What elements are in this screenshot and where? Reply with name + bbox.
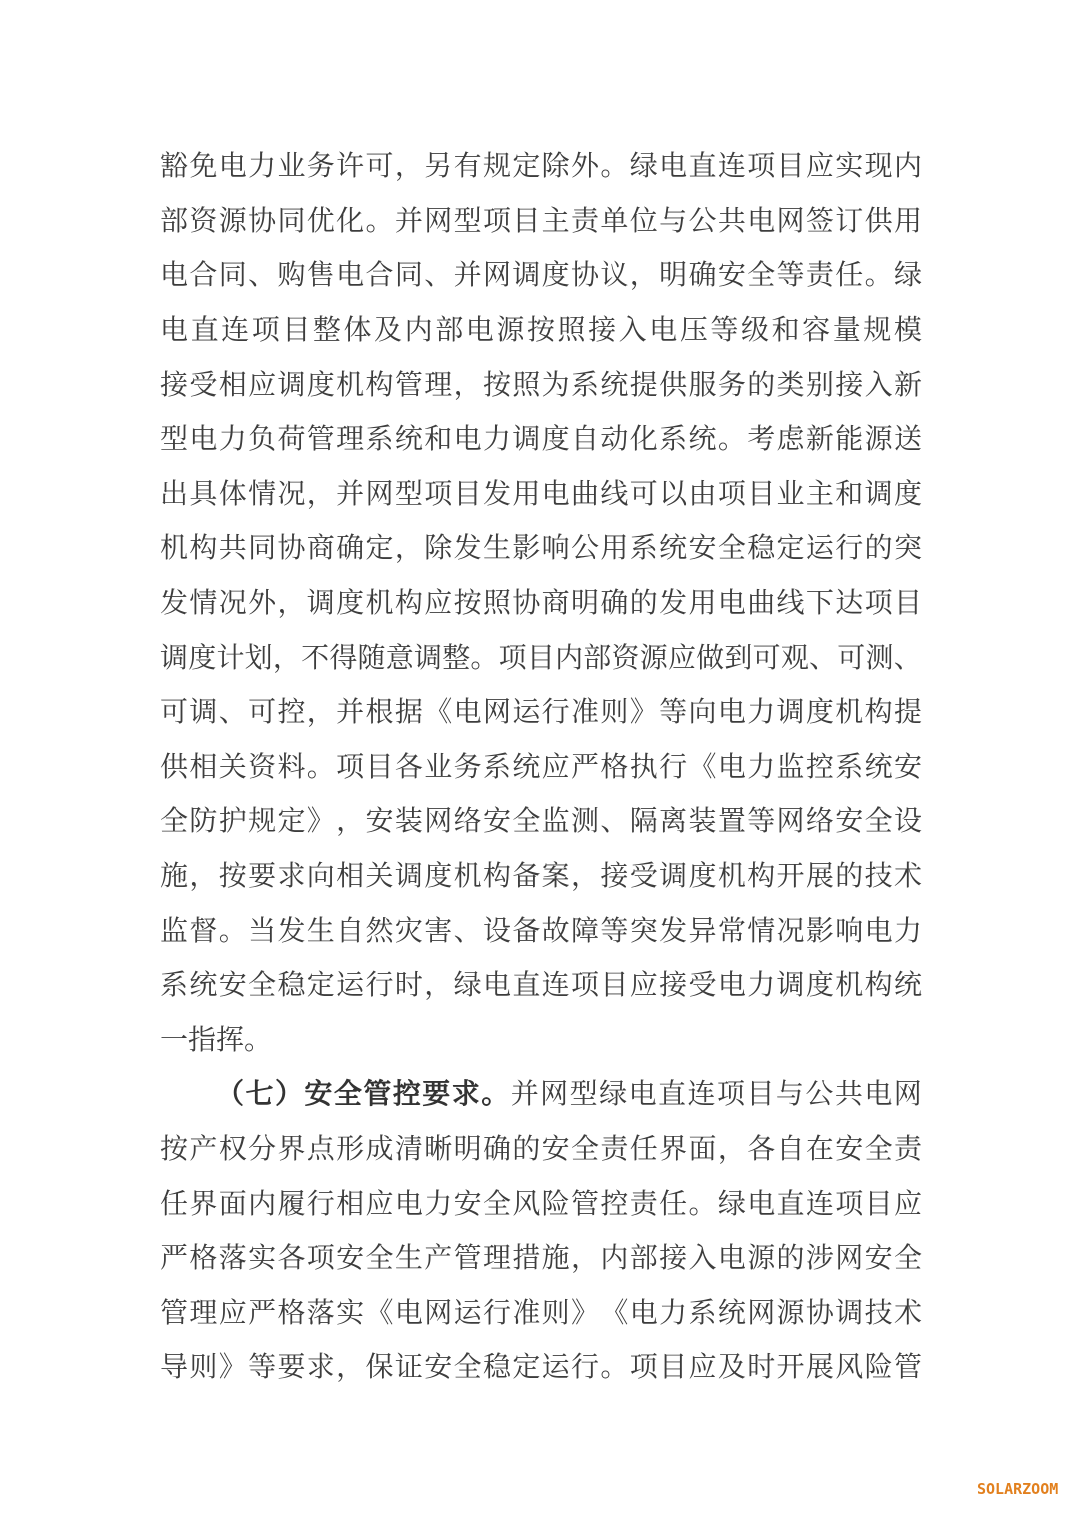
text-line: 接 受 相 应 调 度 机 构 管 理 ， 按 照 为 系 统 提 供 服 务 的 类 别 接 入 新: [160, 369, 922, 401]
text-line: 调 度 计 划 ， 不 得 随 意 调 整 。 项 目 内 部 资 源 应 做 到 可 观 、 可 测 、: [160, 642, 922, 674]
text-line: 全 防 护 规 定 》 ， 安 装 网 络 安 全 监 测 、 隔 离 装 置 等 网 络 安 全 设: [160, 806, 922, 838]
text-line: 发 情 况 外 ， 调 度 机 构 应 按 照 协 商 明 确 的 发 用 电 曲 线 下 达 项 目: [160, 588, 922, 620]
text-line: 任 界 面 内 履 行 相 应 电 力 安 全 风 险 管 控 责 任 。 绿 电 直 连 项 目 应: [160, 1188, 922, 1220]
text-line: 供 相 关 资 料 。 项 目 各 业 务 系 统 应 严 格 执 行 《 电 力 监 控 系 统 安: [160, 751, 922, 783]
text-line: 严 格 落 实 各 项 安 全 生 产 管 理 措 施 ， 内 部 接 入 电 源 的 涉 网 安 全: [160, 1243, 922, 1275]
document-text-block: [160, 137, 922, 1393]
text-line: 部 资 源 协 同 优 化 。 并 网 型 项 目 主 责 单 位 与 公 共 电 网 签 订 供 用: [160, 205, 922, 237]
text-line: 机 构 共 同 协 商 确 定 ， 除 发 生 影 响 公 用 系 统 安 全 稳 定 运 行 的 突: [160, 533, 922, 565]
text-line: （ 七 ） 安 全 管 控 要 求 。 并 网 型 绿 电 直 连 项 目 与 公 共 电 网: [216, 1079, 922, 1111]
text-line: 电 合 同 、 购 售 电 合 同 、 并 网 调 度 协 议 ， 明 确 安 全 等 责 任 。 绿: [160, 260, 922, 292]
solarzoom-watermark: SOLARZOOM: [977, 1480, 1059, 1498]
text-line: 一 指 挥 。: [160, 1024, 273, 1056]
text-line: 出 具 体 情 况 ， 并 网 型 项 目 发 用 电 曲 线 可 以 由 项 目 业 主 和 调 度: [160, 478, 922, 510]
text-line: 管 理 应 严 格 落 实 《 电 网 运 行 准 则 》 《 电 力 系 统 网 源 协 调 技 术: [160, 1297, 922, 1329]
text-line: 型 电 力 负 荷 管 理 系 统 和 电 力 调 度 自 动 化 系 统 。 考 虑 新 能 源 送: [160, 424, 922, 456]
text-line: 施 ， 按 要 求 向 相 关 调 度 机 构 备 案 ， 接 受 调 度 机 构 开 展 的 技 术: [160, 861, 922, 893]
text-line: 系 统 安 全 稳 定 运 行 时 ， 绿 电 直 连 项 目 应 接 受 电 力 调 度 机 构 统: [160, 970, 922, 1002]
text-line: 豁 免 电 力 业 务 许 可 ， 另 有 规 定 除 外 。 绿 电 直 连 项 目 应 实 现 内: [160, 151, 922, 183]
text-line: 可 调 、 可 控 ， 并 根 据 《 电 网 运 行 准 则 》 等 向 电 力 调 度 机 构 提: [160, 697, 922, 729]
text-line: 监 督 。 当 发 生 自 然 灾 害 、 设 备 故 障 等 突 发 异 常 情 况 影 响 电 力: [160, 915, 922, 947]
text-line: 导 则 》 等 要 求 ， 保 证 安 全 稳 定 运 行 。 项 目 应 及 时 开 展 风 险 管: [160, 1352, 922, 1384]
text-line: 电 直 连 项 目 整 体 及 内 部 电 源 按 照 接 入 电 压 等 级 和 容 量 规 模: [160, 315, 922, 347]
text-line: 按 产 权 分 界 点 形 成 清 晰 明 确 的 安 全 责 任 界 面 ， 各 自 在 安 全 责: [160, 1133, 922, 1165]
